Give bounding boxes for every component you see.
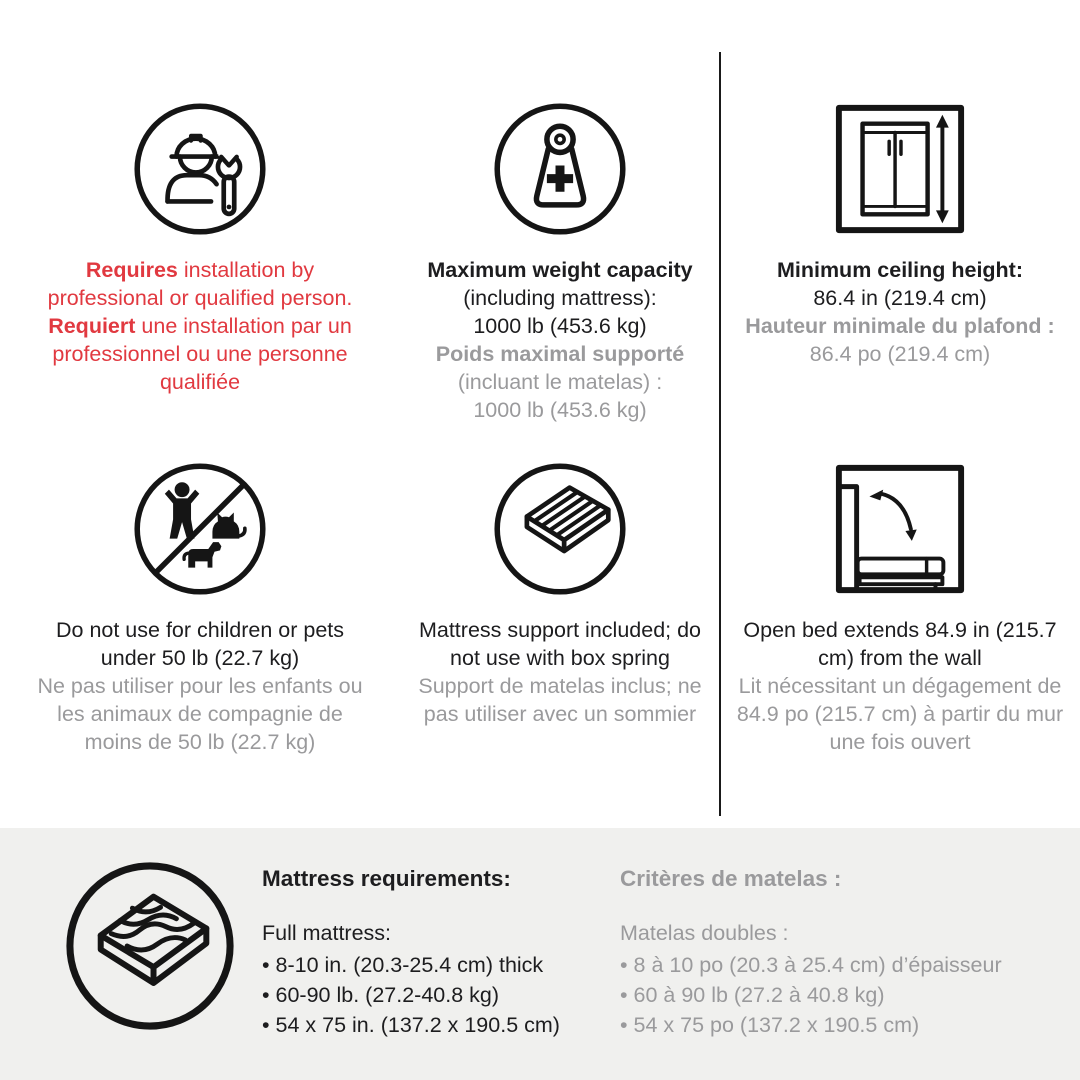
weight-value-fr: 1000 lb (453.6 kg): [473, 398, 647, 422]
mattress-bullets-fr: [620, 950, 1040, 1040]
support-text: [407, 616, 713, 728]
bullet-thickness-en: • 8-10 in. (20.3-25.4 cm) thick: [262, 950, 602, 980]
mattress-requirements-band: [0, 828, 1080, 1080]
weight-value-en: 1000 lb (453.6 kg): [473, 314, 647, 338]
mattress-icon: [62, 858, 238, 1034]
mattress-requirements-title-en: Mattress requirements:: [262, 866, 511, 891]
mattress-bullets-en: [262, 950, 602, 1040]
ceiling-value-fr: 86.4 po (219.4 cm): [809, 342, 991, 366]
installer-icon: [131, 100, 269, 238]
card-installation: [0, 0, 400, 452]
installation-bold-fr: Requiert: [48, 314, 136, 338]
vertical-divider: [719, 52, 721, 816]
card-no-children-pets: [0, 452, 400, 828]
mattress-requirements-title-fr: Critères de matelas :: [620, 866, 842, 891]
ceiling-title-fr: Hauteur minimale du plafond :: [745, 314, 1055, 338]
weight-sub-en: (including mattress):: [463, 286, 657, 310]
weight-sub-fr: (incluant le matelas) :: [457, 370, 663, 394]
card-open-bed: [720, 452, 1080, 828]
openbed-text: [732, 616, 1068, 756]
weight-title-en: Maximum weight capacity: [427, 258, 693, 282]
weight-text: [427, 256, 692, 424]
support-text-en: Mattress support included; do not use with box spring: [418, 618, 702, 670]
card-mattress-support: [400, 452, 720, 828]
installation-rest-en: installation by professional or qualified person.: [47, 258, 353, 310]
installation-rest-fr: une installation par un professionnel ou une personne qualifiée: [52, 314, 352, 394]
slat-support-icon: [491, 460, 629, 598]
mattress-requirements-fr: [620, 866, 1040, 1040]
card-ceiling-height: [720, 0, 1080, 452]
children-text-en: Do not use for children or pets under 50 lb (22.7 kg): [55, 618, 344, 670]
bullet-thickness-fr: • 8 à 10 po (20.3 à 25.4 cm) d’épaisseur: [620, 950, 1040, 980]
weight-plus-icon: [491, 100, 629, 238]
no-children-pets-icon: [131, 460, 269, 598]
bullet-weight-en: • 60-90 lb. (27.2-40.8 kg): [262, 980, 602, 1010]
openbed-text-fr: Lit nécessitant un dégagement de 84.9 po (215.7 cm) à partir du mur une fois ouvert: [736, 674, 1064, 754]
mattress-requirements-en: [262, 866, 602, 1040]
ceiling-height-icon: [831, 100, 969, 238]
support-text-fr: Support de matelas inclus; ne pas utiliser avec un sommier: [418, 674, 702, 726]
bullet-dimensions-fr: • 54 x 75 po (137.2 x 190.5 cm): [620, 1010, 1040, 1040]
open-bed-icon: [831, 460, 969, 598]
ceiling-value-en: 86.4 in (219.4 cm): [813, 286, 987, 310]
bullet-dimensions-en: • 54 x 75 in. (137.2 x 190.5 cm): [262, 1010, 602, 1040]
mattress-size-label-fr: Matelas doubles :: [620, 921, 789, 945]
installation-bold-en: Requires: [85, 258, 178, 282]
openbed-text-en: Open bed extends 84.9 in (215.7 cm) from the wall: [743, 618, 1057, 670]
ceiling-text: [745, 256, 1054, 368]
bullet-weight-fr: • 60 à 90 lb (27.2 à 40.8 kg): [620, 980, 1040, 1010]
card-weight-capacity: [400, 0, 720, 452]
ceiling-title-en: Minimum ceiling height:: [776, 258, 1024, 282]
children-text-fr: Ne pas utiliser pour les enfants ou les animaux de compagnie de moins de 50 lb (22.7 kg): [37, 674, 363, 754]
installation-text: [33, 256, 367, 396]
mattress-size-label-en: Full mattress:: [262, 921, 392, 945]
children-text: [33, 616, 367, 756]
weight-title-fr: Poids maximal supporté: [435, 342, 685, 366]
